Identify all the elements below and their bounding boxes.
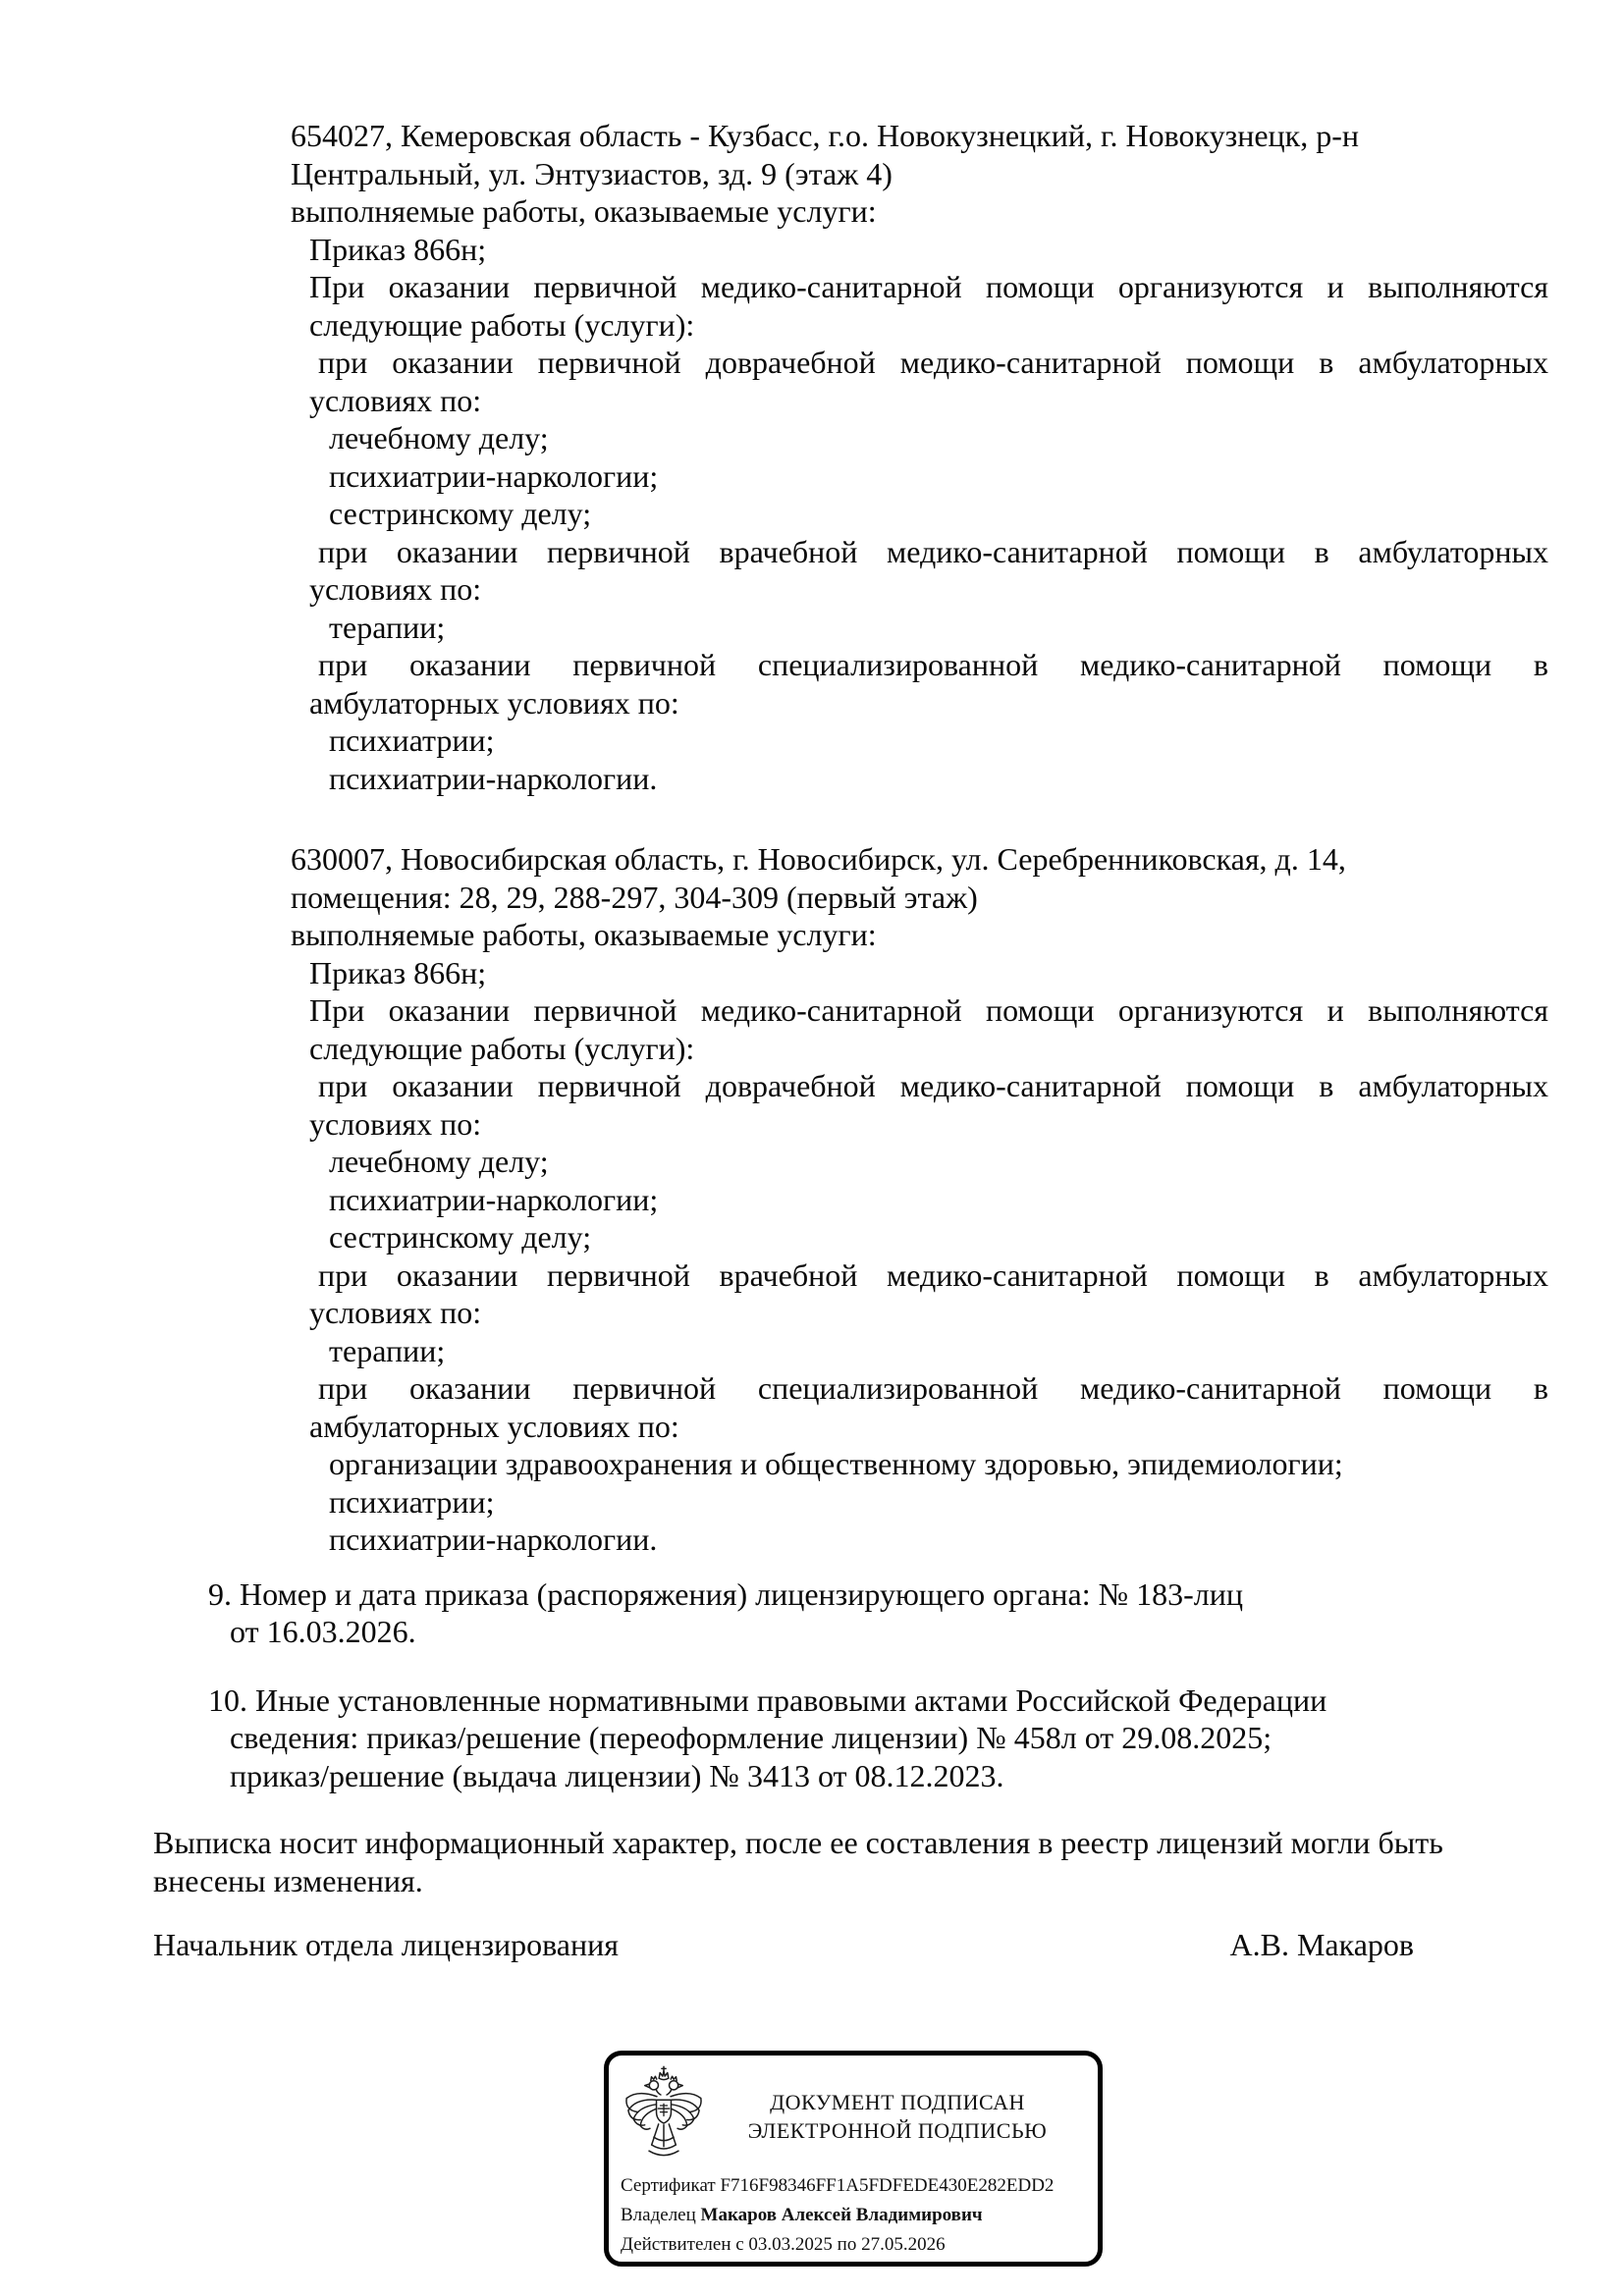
clause-10 [208,1682,1548,1795]
certificate-value: F716F98346FF1A5FDFEDE430E282EDD2 [720,2175,1055,2196]
signature-row [153,1926,1414,1964]
certificate-label: Сертификат [621,2175,716,2196]
text-line: при оказании первичной специализированной медико-санитарной помощи в [318,1370,1548,1406]
text-line: Приказ 866н; [309,954,487,990]
text-line: внесены изменения. [153,1862,423,1898]
text-line: терапии; [329,609,446,645]
text-line: Выписка носит информационный характер, после ее составления в реестр лицензий могли быть [153,1825,1443,1860]
text-line: амбулаторных условиях по: [309,684,679,721]
text-line: при оказании первичной доврачебной медико-санитарной помощи в амбулаторных [318,345,1548,380]
text-line: следующие работы (услуги): [309,306,695,343]
text-line: условиях по: [309,571,482,607]
text-line: сестринскому делу; [329,1219,592,1255]
digital-signature-stamp [604,2051,1103,2267]
text-line: сестринскому делу; [329,496,592,531]
double-headed-eagle-icon [621,2064,707,2168]
owner-label: Владелец [621,2205,696,2225]
text-line: при оказании первичной врачебной медико-санитарной помощи в амбулаторных [318,533,1548,569]
signatory-position: Начальник отдела лицензирования [153,1927,619,1962]
text-line: психиатрии-наркологии; [329,1181,659,1217]
text-line: условиях по: [309,382,482,418]
text-line: организации здравоохранения и общественному здоровью, эпидемиологии; [329,1446,1343,1481]
validity-line: Действителен с 03.03.2025 по 27.05.2026 [621,2234,946,2255]
text-line: терапии; [329,1332,446,1368]
text-line: условиях по: [309,1295,482,1330]
stamp-title-line1: ДОКУМЕНТ ПОДПИСАН [770,2090,1025,2114]
text-line: условиях по: [309,1105,482,1142]
text-line: амбулаторных условиях по: [309,1408,679,1444]
text-line: 630007, Новосибирская область, г. Новосибирск, ул. Серебренниковская, д. 14, [291,841,1346,877]
text-line: психиатрии-наркологии. [329,1522,658,1557]
signatory-name: А.В. Макаров [1229,1927,1414,1962]
text-line: помещения: 28, 29, 288-297, 304-309 (первый этаж) [291,879,978,915]
text-line: при оказании первичной доврачебной медико-санитарной помощи в амбулаторных [318,1068,1548,1103]
site-block-1 [291,117,1548,797]
license-text [153,117,1548,1899]
text-line: лечебному делу; [329,420,549,455]
text-line: психиатрии; [329,722,495,758]
text-line: от 16.03.2026. [230,1614,416,1649]
site-block-2 [291,840,1548,1559]
text-line: следующие работы (услуги): [309,1030,695,1066]
owner-line [619,2201,1088,2230]
text-line: сведения: приказ/решение (переоформление лицензии) № 458л от 29.08.2025; [230,1720,1272,1755]
text-line: приказ/решение (выдача лицензии) № 3413 от 08.12.2023. [230,1757,1004,1793]
text-line: выполняемые работы, оказываемые услуги: [291,193,877,229]
stamp-header [619,2061,1088,2171]
text-line: психиатрии-наркологии; [329,457,659,494]
text-line: Приказ 866н; [309,231,487,267]
text-line: 10. Иные установленные нормативными правовыми актами Российской Федерации [208,1682,1327,1718]
text-line: при оказании первичной специализированной медико-санитарной помощи в [318,647,1548,682]
text-line: При оказании первичной медико-санитарной помощи организуются и выполняются [309,269,1548,304]
text-line: 9. Номер и дата приказа (распоряжения) лицензирующего органа: № 183-лиц [208,1575,1244,1612]
certificate-line [619,2171,1088,2201]
owner-name: Макаров Алексей Владимирович [700,2205,983,2225]
clause-9 [208,1575,1548,1651]
text-line: Центральный, ул. Энтузиастов, зд. 9 (этаж 4) [291,155,893,191]
text-line: при оказании первичной врачебной медико-санитарной помощи в амбулаторных [318,1256,1548,1293]
text-line: психиатрии-наркологии. [329,760,658,796]
text-line: психиатрии; [329,1483,495,1520]
text-line: лечебному делу; [329,1144,549,1179]
text-line: При оказании первичной медико-санитарной помощи организуются и выполняются [309,992,1548,1028]
text-line: 654027, Кемеровская область - Кузбасс, г.о. Новокузнецкий, г. Новокузнецк, р-н [291,118,1359,153]
disclaimer [153,1824,1548,1899]
stamp-title-line2: ЭЛЕКТРОННОЙ ПОДПИСЬЮ [747,2118,1048,2143]
text-line: выполняемые работы, оказываемые услуги: [291,917,877,952]
stamp-title [707,2088,1088,2145]
